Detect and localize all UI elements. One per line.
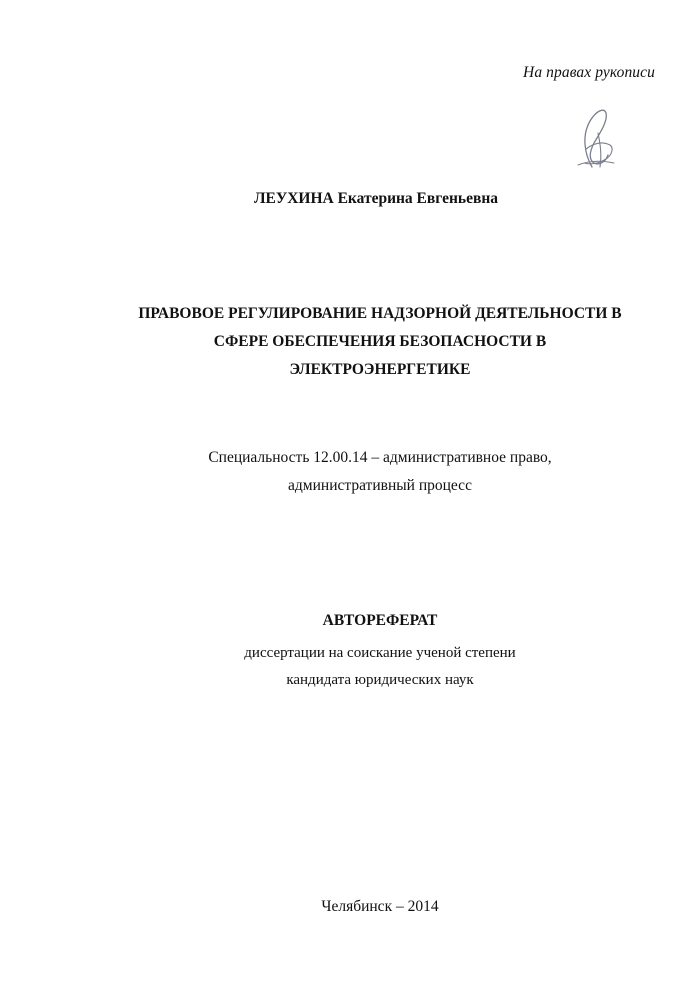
specialty-line: Специальность 12.00.14 – административное право, xyxy=(208,449,552,466)
specialty-line: административный процесс xyxy=(288,477,472,494)
title-line: СФЕРЕ ОБЕСПЕЧЕНИЯ БЕЗОПАСНОСТИ В xyxy=(213,333,547,350)
city-year: Челябинск – 2014 xyxy=(321,898,439,915)
author-name: ЛЕУХИНА Екатерина Евгеньевна xyxy=(253,190,499,207)
manuscript-rights-note: На правах рукописи xyxy=(523,64,655,81)
signature-icon xyxy=(570,103,620,173)
abstract-line: диссертации на соискание ученой степени xyxy=(244,645,516,661)
title-line: ПРАВОВОЕ РЕГУЛИРОВАНИЕ НАДЗОРНОЙ ДЕЯТЕЛЬНОСТИ В xyxy=(138,305,622,322)
specialty-block xyxy=(80,444,680,500)
abstract-line: кандидата юридических наук xyxy=(286,672,474,688)
abstract-heading: АВТОРЕФЕРАТ xyxy=(322,612,438,629)
dissertation-title xyxy=(80,300,680,384)
abstract-description xyxy=(80,640,680,694)
title-line: ЭЛЕКТРОЭНЕРГЕТИКЕ xyxy=(289,361,471,378)
